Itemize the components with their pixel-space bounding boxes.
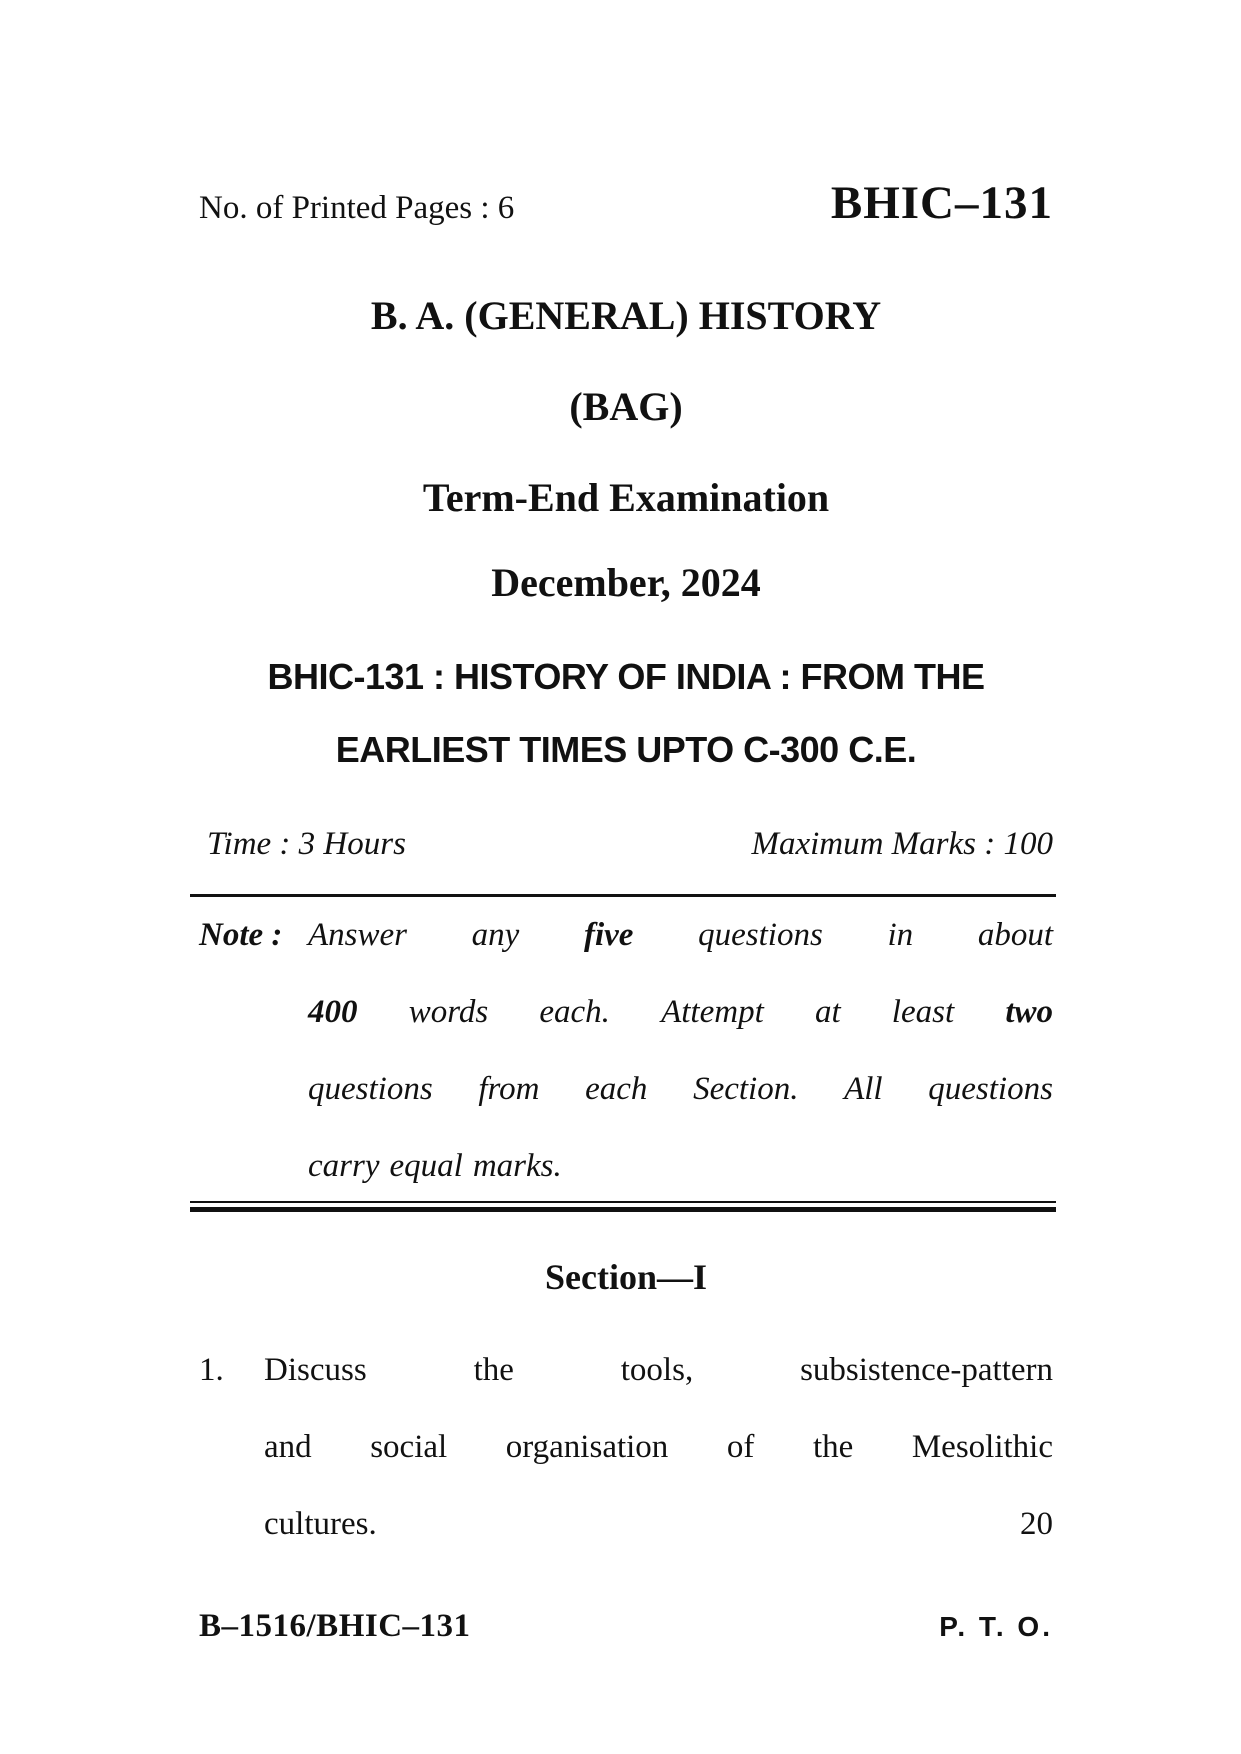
horizontal-rule — [190, 894, 1056, 897]
double-horizontal-rule — [190, 1201, 1056, 1212]
word: Attempt — [661, 994, 764, 1030]
question-line — [264, 1352, 1053, 1388]
exam-session-title: December, 2024 — [491, 560, 761, 605]
question-last-line — [264, 1506, 1053, 1542]
question-last-words: cultures. — [264, 1506, 377, 1542]
word: tools, — [620, 1352, 694, 1388]
word: any — [471, 917, 520, 953]
word: marks. — [472, 1148, 562, 1184]
note-line — [308, 1071, 1053, 1107]
note-label: Note : — [199, 917, 283, 953]
word: questions — [698, 917, 823, 953]
exam-meta-row — [199, 826, 1053, 863]
word: the — [473, 1352, 514, 1388]
question-marks: 20 — [1020, 1506, 1053, 1542]
word: each. — [539, 994, 610, 1030]
note-line — [308, 1148, 1053, 1184]
printed-pages-note: No. of Printed Pages : 6 — [199, 190, 515, 226]
word: at — [814, 994, 841, 1030]
degree-title: B. A. (GENERAL) HISTORY — [370, 293, 882, 338]
word: least — [891, 994, 955, 1030]
time-allowed: Time : 3 Hours — [207, 826, 406, 862]
question-text — [264, 1352, 1053, 1542]
word: five — [584, 917, 634, 953]
word: questions — [308, 1071, 433, 1107]
exam-type-title: Term-End Examination — [422, 475, 830, 520]
page-header — [199, 178, 1053, 230]
note-line — [308, 994, 1053, 1030]
word: Answer — [308, 917, 407, 953]
word: each — [585, 1071, 648, 1107]
word: carry — [308, 1148, 380, 1184]
page-footer — [199, 1608, 1053, 1645]
paper-code: BHIC–131 — [830, 177, 1053, 229]
question-number: 1. — [199, 1352, 224, 1388]
word: words — [408, 994, 489, 1030]
course-title-line-1: BHIC-131 : HISTORY OF INDIA : FROM THE — [267, 656, 985, 697]
word: two — [1005, 994, 1053, 1030]
word: Mesolithic — [911, 1429, 1053, 1465]
section-heading: Section—I — [545, 1257, 707, 1297]
word: equal — [389, 1148, 463, 1184]
word: Section. — [693, 1071, 799, 1107]
word: the — [812, 1429, 854, 1465]
word: 400 — [308, 994, 358, 1030]
note-text — [308, 917, 1053, 1225]
word: organisation — [505, 1429, 669, 1465]
word: All — [844, 1071, 883, 1107]
word: social — [370, 1429, 448, 1465]
note-line — [308, 917, 1053, 953]
word: about — [977, 917, 1053, 953]
course-title-line-2: EARLIEST TIMES UPTO C-300 C.E. — [335, 729, 917, 770]
programme-code-title: (BAG) — [569, 384, 683, 429]
word: in — [887, 917, 914, 953]
question-line — [264, 1429, 1053, 1465]
word: Discuss — [264, 1352, 367, 1388]
pto-indicator: P. T. O. — [939, 1611, 1053, 1642]
booklet-code: B–1516/BHIC–131 — [199, 1608, 471, 1644]
word: subsistence-pattern — [800, 1352, 1053, 1388]
maximum-marks: Maximum Marks : 100 — [751, 826, 1053, 862]
word: from — [478, 1071, 540, 1107]
word: questions — [928, 1071, 1053, 1107]
word: of — [726, 1429, 755, 1465]
word: and — [264, 1429, 312, 1465]
